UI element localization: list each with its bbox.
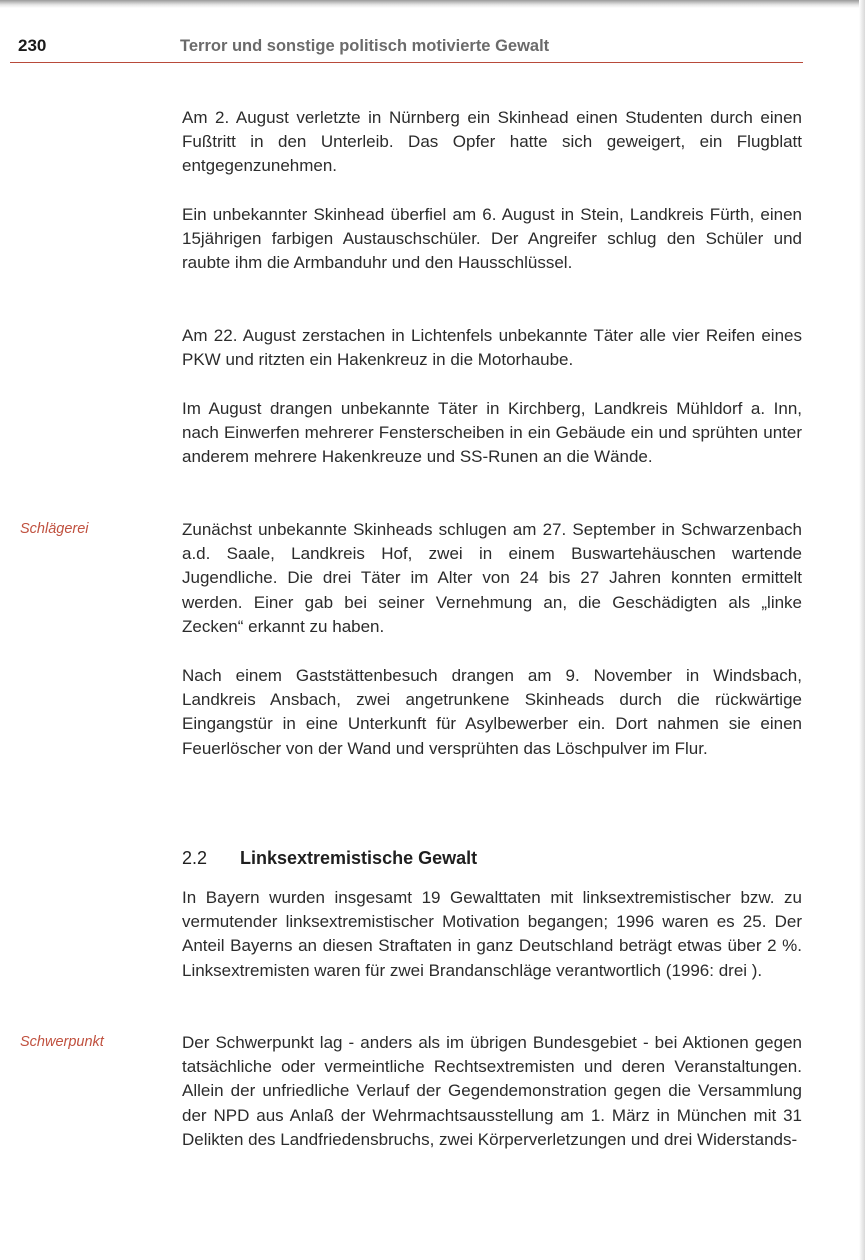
section-heading — [182, 848, 477, 869]
margin-note-schlaegerei: Schlägerei — [20, 521, 89, 537]
body-paragraph: Ein unbekannter Skinhead überfiel am 6. August in Stein, Landkreis Fürth, einen 15jährigen farbigen Austauschschüler. Der Angreifer schlug den Schüler und raubte ihm die Armbanduhr und den Hausschlüssel. — [182, 205, 802, 273]
scan-top-edge — [0, 0, 865, 8]
body-paragraph: Im August drangen unbekannte Täter in Kirchberg, Landkreis Mühldorf a. Inn, nach Einwerfen mehrerer Fensterscheiben in ein Gebäude ein und sprühten unter anderem mehrere Hakenkreuze und SS-Runen an die Wände. — [182, 399, 802, 467]
body-paragraph: Der Schwerpunkt lag - anders als im übrigen Bundesgebiet - bei Aktionen gegen tatsächliche oder vermeintliche Rechtsextremisten und deren Veranstaltungen. Allein der unfriedliche Verlauf der Gegendemonstration gegen die Versammlung der NPD aus Anlaß der Wehrmachtsausstellung am 1. März in München mit 31 Delikten des Landfriedensbruchs, zwei Körperverletzungen und drei Widerstands- — [182, 1033, 802, 1149]
section-number: 2.2 — [182, 848, 208, 868]
body-paragraph: Am 2. August verletzte in Nürnberg ein Skinhead einen Studenten durch einen Fußtritt in den Unterleib. Das Opfer hatte sich geweigert, ein Flugblatt entgegenzunehmen. — [182, 108, 802, 176]
running-title: Terror und sonstige politisch motivierte Gewalt — [180, 37, 550, 55]
scan-right-edge — [859, 0, 865, 1260]
margin-note-schwerpunkt: Schwerpunkt — [20, 1034, 104, 1050]
body-paragraph: Nach einem Gaststättenbesuch drangen am 9. November in Windsbach, Landkreis Ansbach, zwei angetrunkene Skinheads durch die rückwärtige Eingangstür in eine Unterkunft für Asylbewerber ein. Dort nahmen sie einen Feuerlöscher von der Wand und versprühten das Löschpulver im Flur. — [182, 666, 802, 758]
body-paragraph: Zunächst unbekannte Skinheads schlugen am 27. September in Schwarzenbach a.d. Saale, Landkreis Hof, zwei in einem Buswartehäuschen wartende Jugendliche. Die drei Täter im Alter von 24 bis 27 Jahren konnten ermittelt werden. Einer gab bei seiner Vernehmung an, die Geschädigten als „linke Zecken“ erkannt zu haben. — [182, 520, 802, 636]
body-paragraph: Am 22. August zerstachen in Lichtenfels unbekannte Täter alle vier Reifen eines PKW und ritzten ein Hakenkreuz in die Motorhaube. — [182, 326, 802, 370]
section-title: Linksextremistische Gewalt — [240, 848, 478, 868]
body-paragraph: In Bayern wurden insgesamt 19 Gewalttaten mit linksextremistischer bzw. zu vermutender linksextremistischer Motivation begangen; 1996 waren es 25. Der Anteil Bayerns an diesen Straftaten in ganz Deutschland beträgt etwas über 2 %. Linksextremisten waren für zwei Brandanschläge verantwortlich (1996: drei ). — [182, 888, 802, 980]
page-number: 230 — [18, 36, 47, 55]
page-header — [10, 34, 803, 63]
